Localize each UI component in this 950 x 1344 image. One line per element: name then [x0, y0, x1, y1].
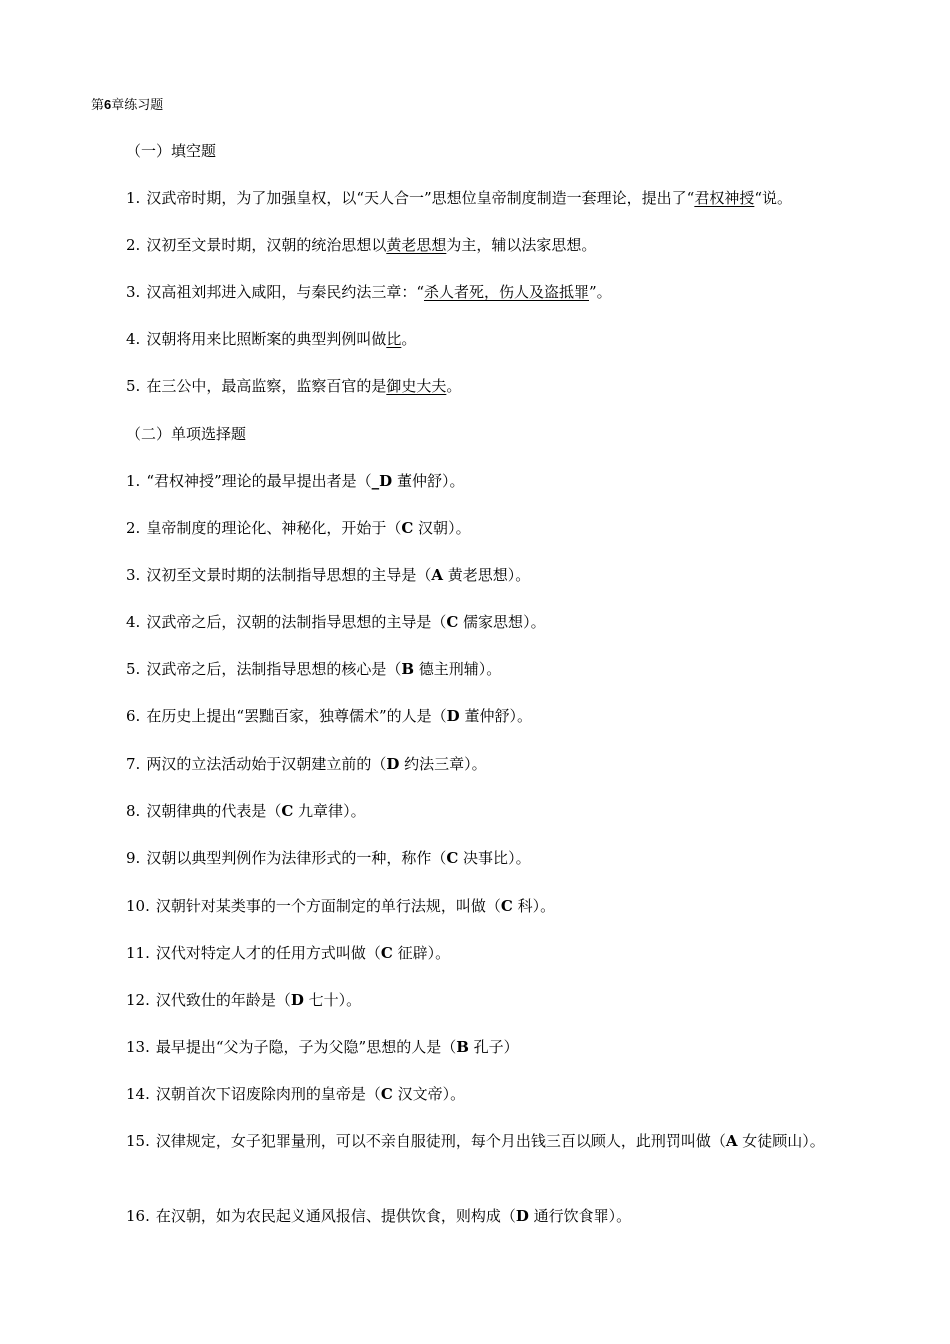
answer-letter: D	[386, 755, 400, 773]
choice-question: 13. 最早提出“父为子隐，子为父隐”思想的人是（B 孔子）	[126, 1038, 519, 1056]
choice-question: 8. 汉朝律典的代表是（C 九章律）。	[126, 802, 366, 820]
choice-question: 6. 在历史上提出“罢黜百家，独尊儒术”的人是（D 董仲舒）。	[126, 707, 532, 725]
answer-text: 黄老思想	[386, 236, 447, 254]
answer-letter: D	[446, 707, 460, 725]
fill-blank-heading: （一）填空题	[126, 142, 217, 160]
answer-letter: D	[515, 1207, 529, 1225]
answer-letter: A	[431, 566, 443, 584]
choice-question: 7. 两汉的立法活动始于汉朝建立前的（D 约法三章）。	[126, 755, 487, 773]
choice-question: 5. 汉武帝之后，法制指导思想的核心是（B 德主刑辅）。	[126, 660, 502, 678]
answer-letter: C	[446, 849, 459, 867]
choice-question: 1. “君权神授”理论的最早提出者是（_D 董仲舒）。	[126, 472, 465, 490]
answer-letter: D	[290, 991, 304, 1009]
single-choice-heading: （二）单项选择题	[126, 425, 247, 443]
choice-question: 4. 汉武帝之后，汉朝的法制指导思想的主导是（C 儒家思想）。	[126, 613, 546, 631]
answer-letter: C	[401, 519, 414, 537]
fill-blank-question: 2. 汉初至文景时期，汉朝的统治思想以黄老思想为主，辅以法家思想。	[126, 236, 597, 254]
fill-blank-question: 3. 汉高祖刘邦进入咸阳，与秦民约法三章：“杀人者死，伤人及盗抵罪”。	[126, 283, 612, 301]
answer-letter: A	[725, 1132, 738, 1150]
choice-question: 12. 汉代致仕的年龄是（D 七十）。	[126, 991, 362, 1009]
answer-letter: C	[281, 802, 294, 820]
answer-letter: C	[380, 944, 393, 962]
fill-blank-question: 4. 汉朝将用来比照断案的典型判例叫做比。	[126, 330, 417, 348]
answer-letter: C	[380, 1085, 393, 1103]
answer-text: 杀人者死，伤人及盗抵罪	[423, 283, 589, 301]
choice-question: 3. 汉初至文景时期的法制指导思想的主导是（A 黄老思想）。	[126, 566, 531, 584]
answer-text: 比	[386, 330, 402, 348]
choice-question: 14. 汉朝首次下诏废除肉刑的皇帝是（C 汉文帝）。	[126, 1085, 466, 1103]
answer-letter: B	[456, 1038, 469, 1056]
chapter-title: 第6章练习题	[91, 97, 164, 113]
answer-letter: B	[401, 660, 415, 678]
choice-question: 10. 汉朝针对某类事的一个方面制定的单行法规，叫做（C 科）。	[126, 897, 556, 915]
choice-question: 15. 汉律规定，女子犯罪量刑，可以不亲自服徒刑，每个月出钱三百以顾人，此刑罚叫做（A 女徒顾山）。	[126, 1132, 825, 1150]
choice-question: 9. 汉朝以典型判例作为法律形式的一种，称作（C 决事比）。	[126, 849, 531, 867]
fill-blank-question: 1. 汉武帝时期，为了加强皇权，以“天人合一”思想位皇帝制度制造一套理论，提出了“君权神授“说。	[126, 189, 793, 207]
answer-letter: _D	[371, 472, 393, 490]
fill-blank-question: 5. 在三公中，最高监察，监察百官的是御史大夫。	[126, 377, 462, 395]
choice-question: 2. 皇帝制度的理论化、神秘化，开始于（C 汉朝）。	[126, 519, 471, 537]
answer-text: 御史大夫	[386, 377, 447, 395]
answer-letter: C	[500, 897, 513, 915]
answer-text: 君权神授	[694, 189, 755, 207]
choice-question: 16. 在汉朝，如为农民起义通风报信、提供饮食，则构成（D 通行饮食罪）。	[126, 1207, 632, 1225]
choice-question: 11. 汉代对特定人才的任用方式叫做（C 征辟）。	[126, 944, 451, 962]
answer-letter: C	[446, 613, 459, 631]
